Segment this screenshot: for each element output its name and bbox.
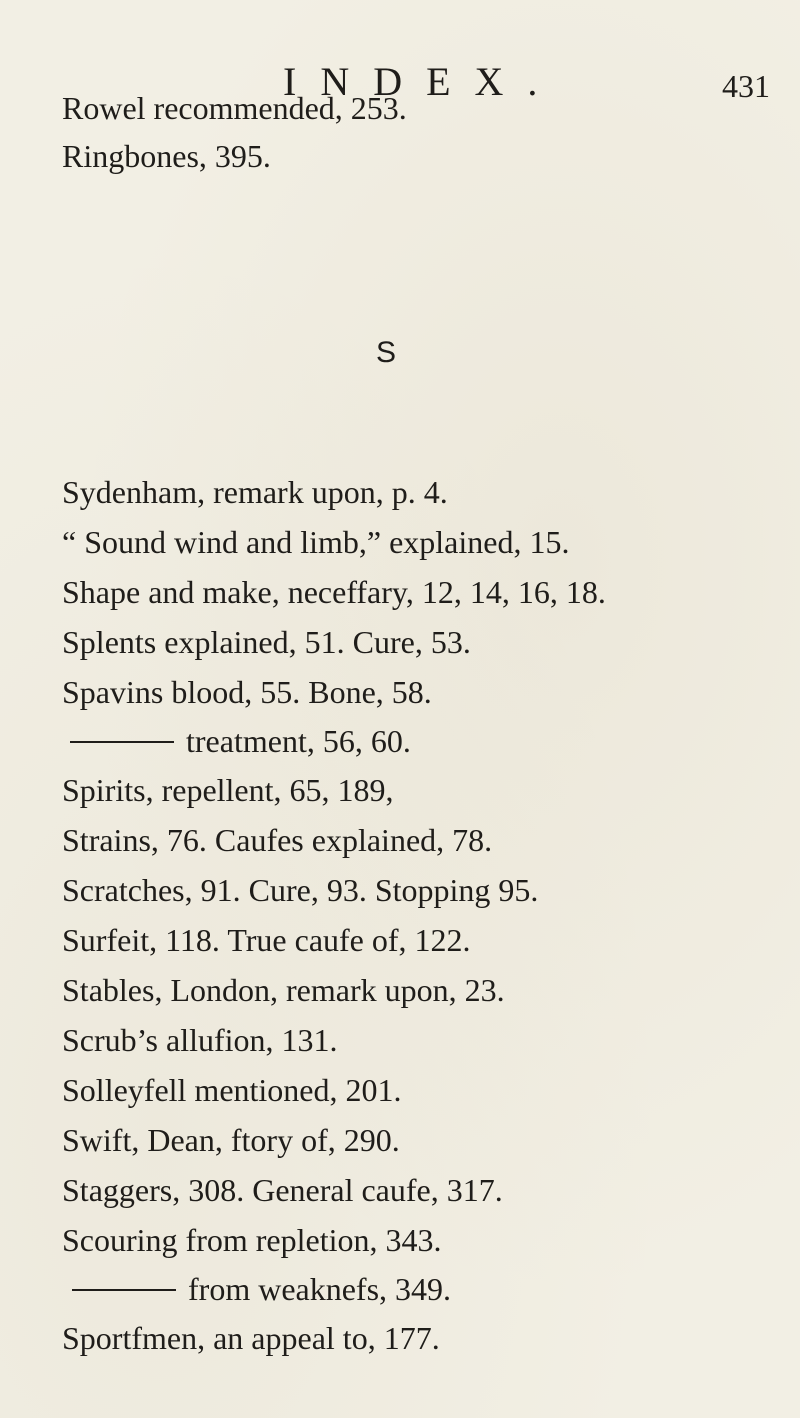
index-entry: Swift, Dean, ftory of, 290.	[62, 1122, 400, 1158]
ditto-dash	[72, 1289, 176, 1291]
index-entry: Stables, London, remark upon, 23.	[62, 972, 505, 1008]
index-entry: Splents explained, 51. Cure, 53.	[62, 624, 471, 660]
index-entry: “ Sound wind and limb,” explained, 15.	[62, 524, 570, 560]
index-entry: Scouring from repletion, 343.	[62, 1222, 442, 1258]
index-entry: Scrub’s allufion, 131.	[62, 1022, 338, 1058]
index-entry: Solleyfell mentioned, 201.	[62, 1072, 402, 1108]
section-letter: S	[376, 336, 397, 369]
page-number: 431	[722, 68, 770, 104]
index-entry: Scratches, 91. Cure, 93. Stopping 95.	[62, 872, 539, 908]
index-entry: Ringbones, 395.	[62, 138, 271, 174]
index-entry-text: treatment, 56, 60.	[186, 723, 411, 759]
running-head: INDEX.	[283, 59, 562, 104]
index-entry: Sportfmen, an appeal to, 177.	[62, 1320, 440, 1356]
index-entry: Spavins blood, 55. Bone, 58.	[62, 674, 432, 710]
index-entry-continuation	[72, 1273, 451, 1305]
index-entry: Strains, 76. Caufes explained, 78.	[62, 822, 493, 858]
index-entry-text: from weaknefs, 349.	[188, 1271, 452, 1307]
index-entry: Surfeit, 118. True caufe of, 122.	[62, 922, 471, 958]
index-entry: Rowel recommended, 253.	[62, 90, 407, 126]
index-entry-continuation	[70, 725, 411, 757]
index-entry: Sydenham, remark upon, p. 4.	[62, 474, 448, 510]
ditto-dash	[70, 741, 174, 743]
index-entry: Staggers, 308. General caufe, 317.	[62, 1172, 503, 1208]
index-entry: Shape and make, neceffary, 12, 14, 16, 18.	[62, 574, 606, 610]
index-entry: Spirits, repellent, 65, 189,	[62, 772, 394, 808]
